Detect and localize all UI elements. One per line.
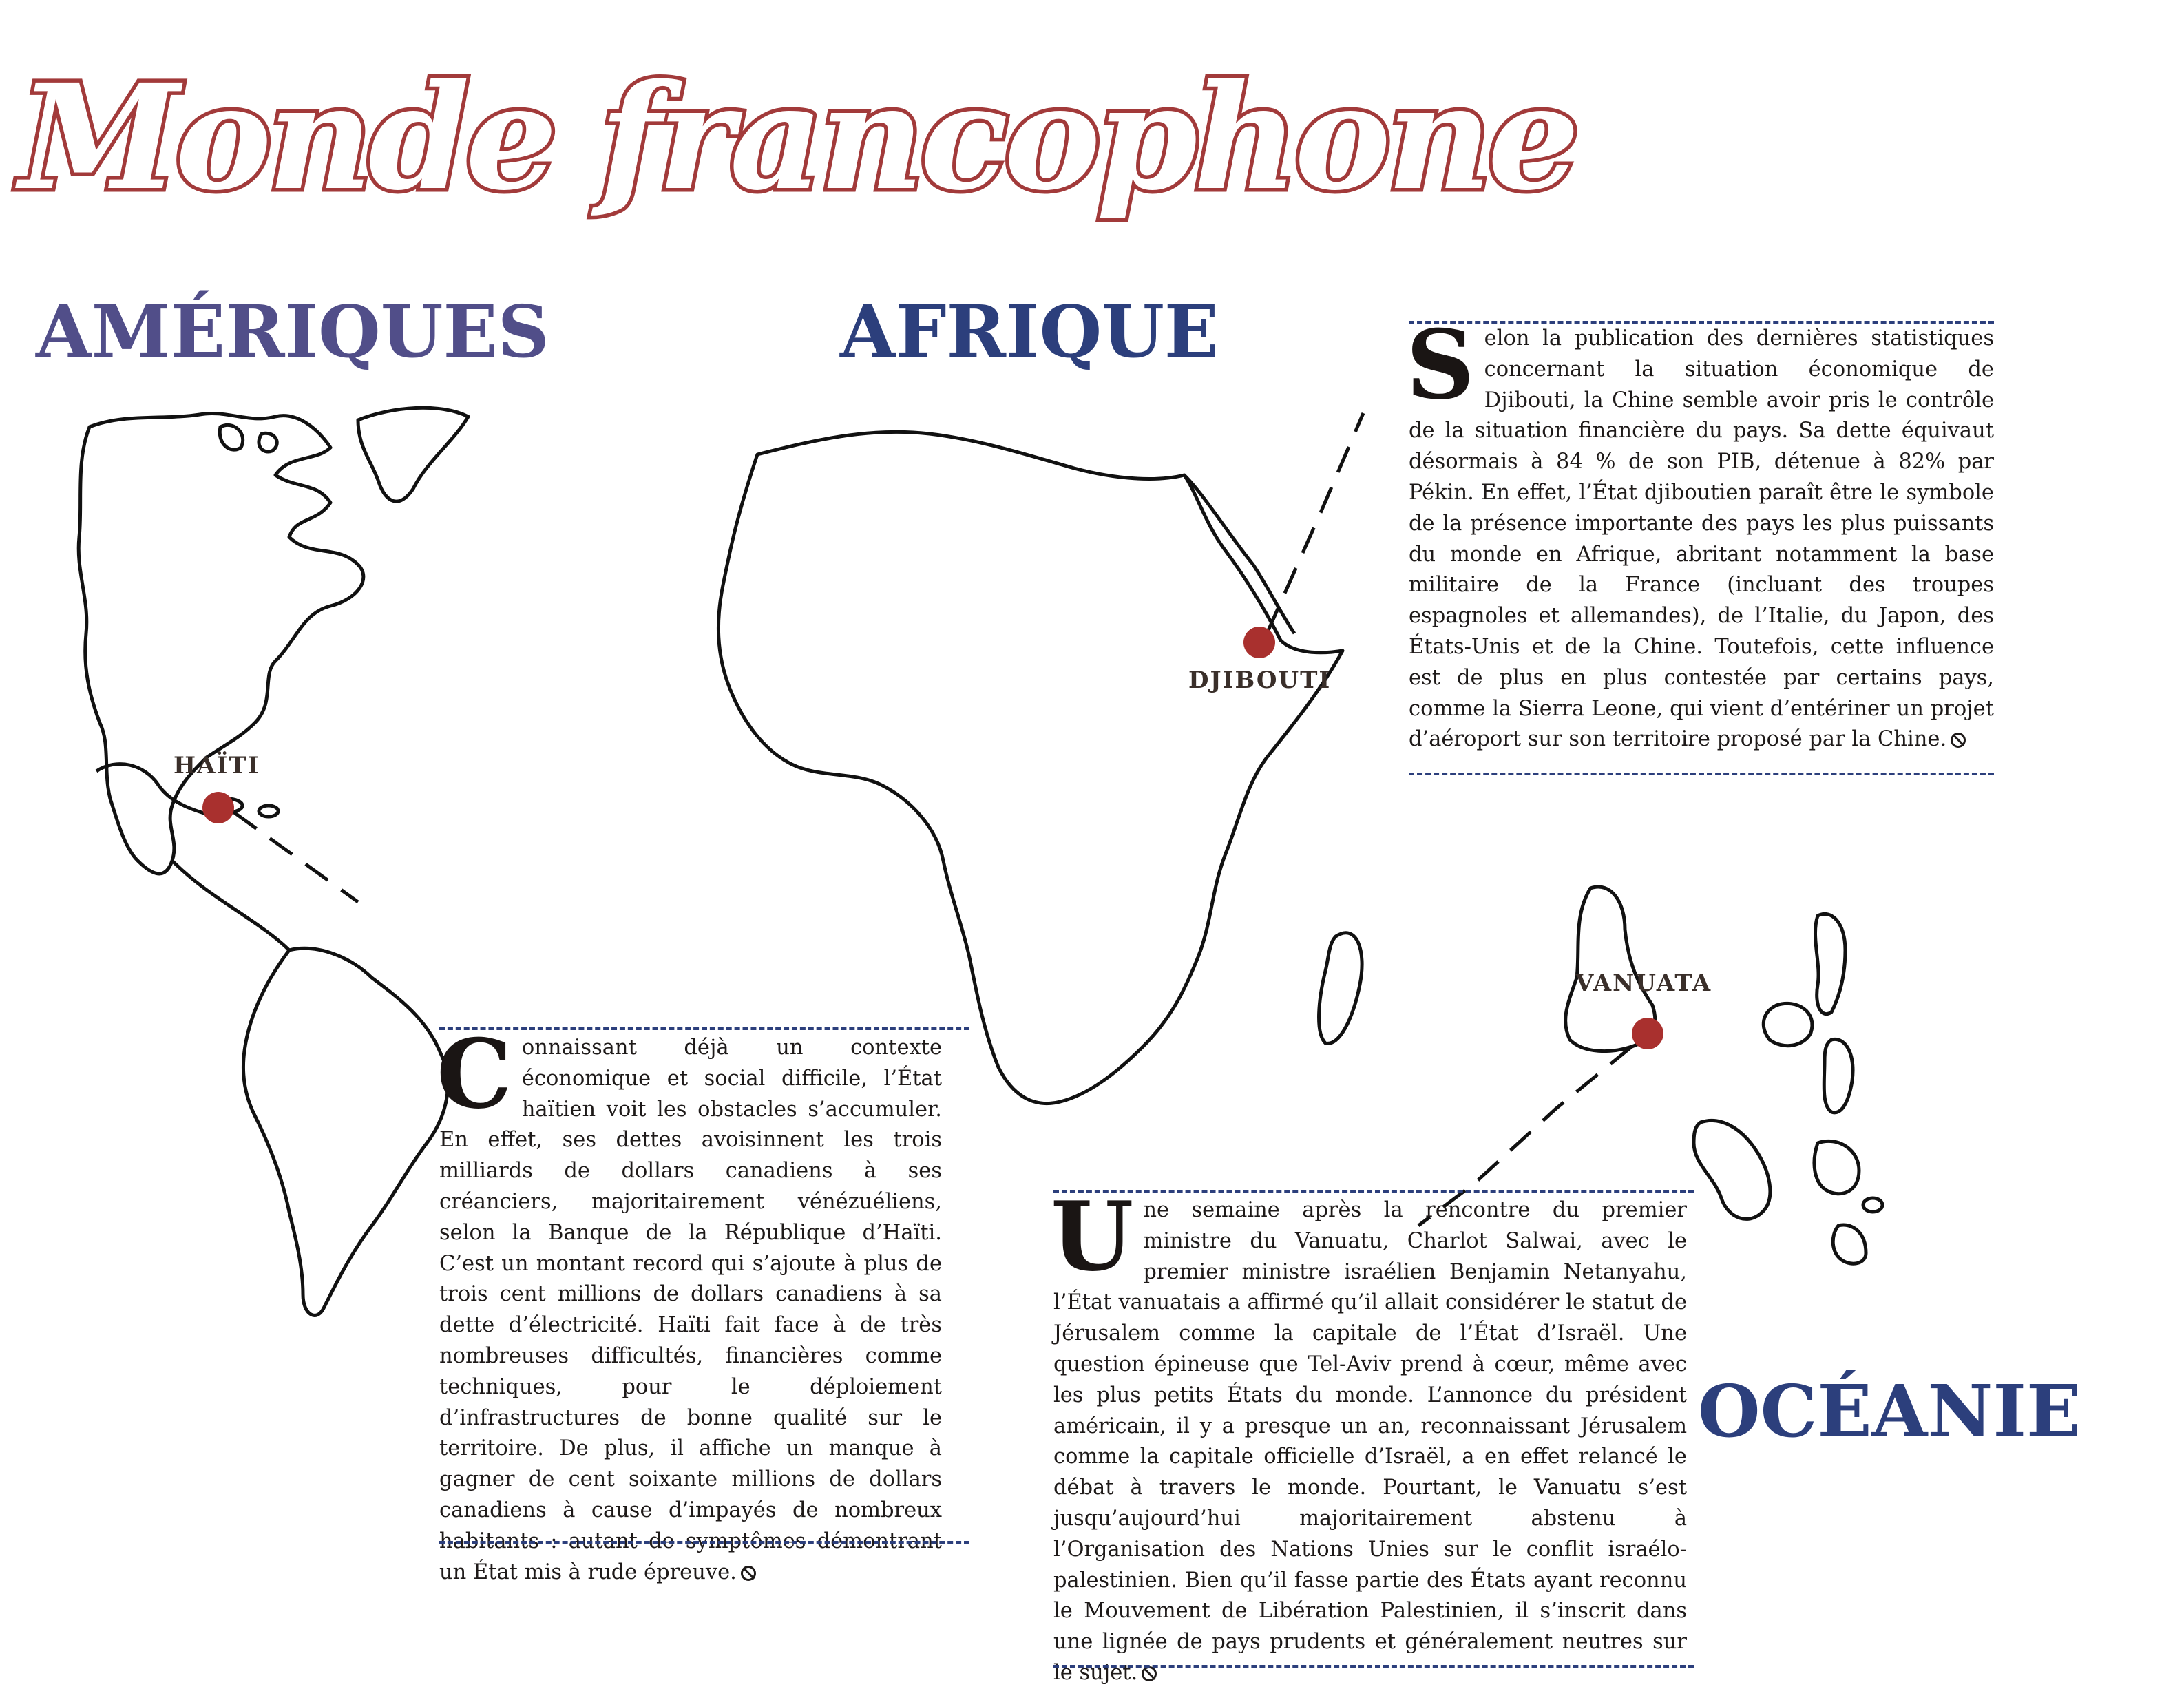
end-of-article-icon [1142,1666,1157,1681]
location-pin-haiti [202,792,234,823]
map-label-djibouti: DJIBOUTI [1188,667,1332,694]
map-label-vanuata: VANUATA [1575,969,1712,997]
article-rule-bottom [1053,1665,1694,1668]
article-rule-bottom [439,1541,969,1544]
article-dropcap: C [437,1018,512,1130]
location-pin-vanuata [1632,1018,1663,1049]
region-heading-africa: AFRIQUE [840,289,1219,374]
location-pin-djibouti [1243,627,1275,658]
article-body: onnaissant déjà un contexte économique et social difficile, l’État haïtien voit les obstacles s’accumuler. En effet, ses dettes avoisinnent les trois milliards de dollars canadiens à ses créanciers, majoritairement vénézuéliens, selon la Banque de la République d’Haïti. C’est un montant record qui s’ajoute à plus de trois cent millions de dollars canadiens à sa dette d’électricité. Haïti fait face à de très nombreuses difficultés, financières comme techniques, pour le déploiement d’infrastructures de bonne qualité sur le territoire. De plus, il affiche un manque à gagner de cent soixante millions de dollars canadiens à cause d’impayés de nombreux habitants : autant de symptômes démontrant un État mis à rude épreuve. [439,1036,942,1584]
article-rule-top [439,1027,969,1030]
end-of-article-icon [741,1566,756,1581]
article-body: elon la publication des dernières statistiques concernant la situation économique de Djibouti, la Chine semble avoir pris le contrôle de la situation financière du pays. Sa dette équivaut désormais à 84 % de son PIB, détenue à 82% par Pékin. En effet, l’État djiboutien paraît être le symbole de la présence importante des pays les plus puissants du monde en Afrique, abritant notamment la base militaire de la France (incluant des troupes espagnoles et allemandes), de l’Italie, du Japon, des États-Unis et de la Chine. Toutefois, cette influence est de plus en plus contestée par certains pays, comme la Sierra Leone, qui vient d’entériner un projet d’aéroport sur son territoire proposé par la Chine. [1409,326,1994,752]
article-vanuatu [1051,1180,1687,1689]
article-rule-bottom [1409,773,1994,775]
end-of-article-icon [1951,733,1966,748]
region-heading-oceania: OCÉANIE [1698,1369,2081,1454]
article-rule-top [1053,1190,1694,1193]
map-label-haiti: HAÏTI [174,752,260,779]
article-dropcap: U [1051,1180,1134,1292]
article-djibouti [1406,308,1994,755]
article-haiti [437,1018,942,1588]
region-heading-americas: AMÉRIQUES [36,289,549,374]
page-title: Monde francophone [19,52,1576,222]
article-body: ne semaine après la rencontre du premier ministre du Vanuatu, Charlot Salwai, avec le premier ministre israélien Benjamin Netanyahu, l’État vanuatais a affirmé qu’il allait considérer le statut de Jérusalem comme la capitale de l’État d’Israël. Une question épineuse que Tel-Aviv prend à cœur, même avec les plus petits États du monde. L’annonce du président américain, il y a presque un an, reconnaissant Jérusalem comme la capitale officielle d’Israël, a en effet relancé le débat à travers le monde. Pourtant, le Vanuatu s’est jusqu’aujourd’hui majoritairement abstenu à l’Organisation des Nations Unies sur le conflit israélo-palestinien. Bien qu’il fasse partie des États ayant reconnu le Mouvement de Libération Palestinien, il s’inscrit dans une lignée de pays prudents et généralement neutres sur le sujet. [1053,1198,1687,1685]
article-dropcap: S [1406,308,1475,421]
